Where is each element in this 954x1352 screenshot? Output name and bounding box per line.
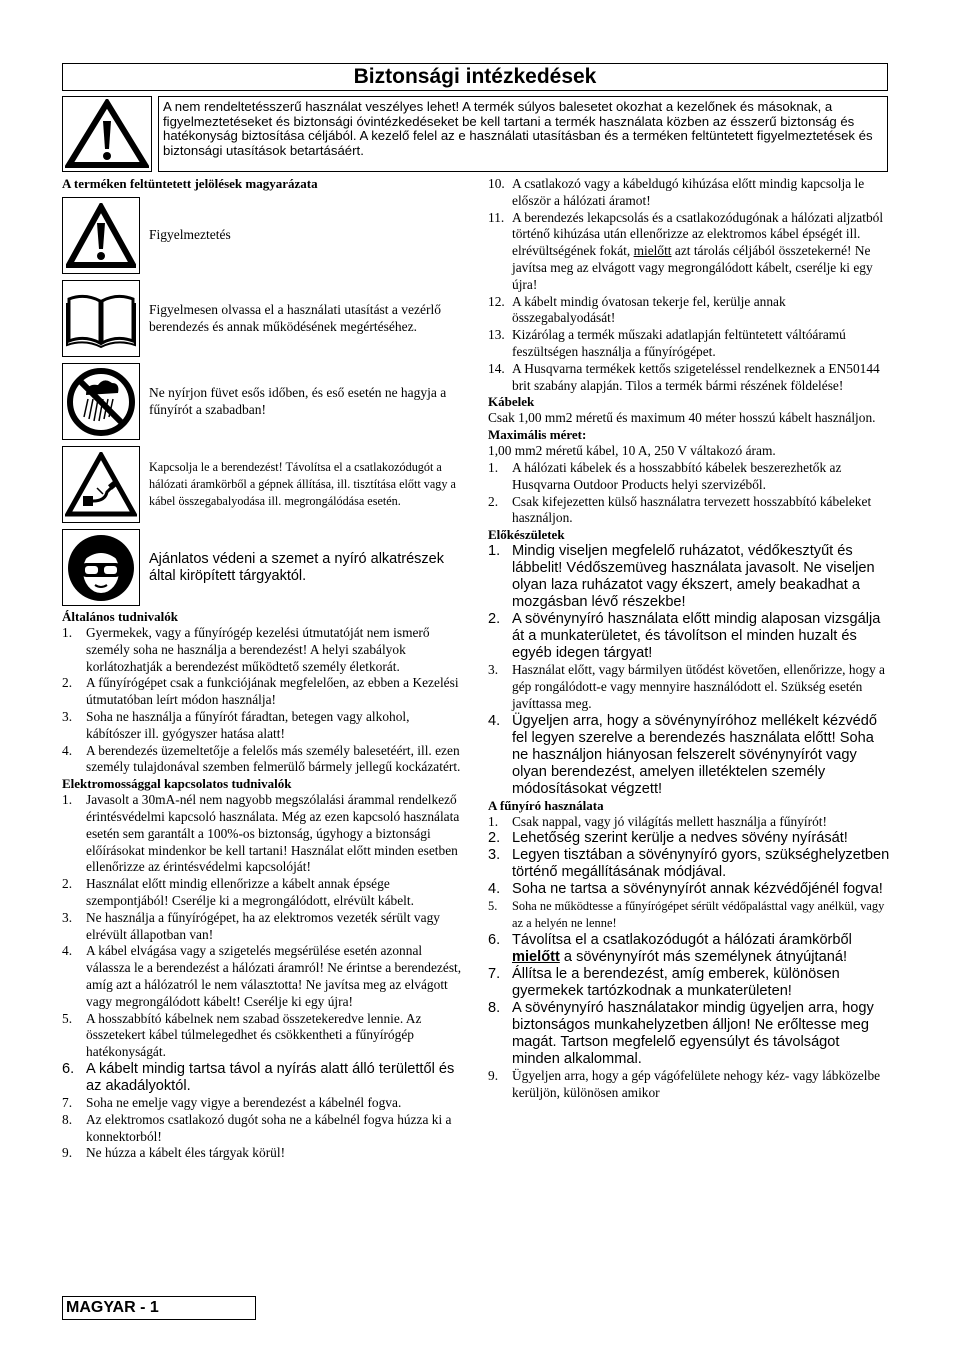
- warning-text: A nem rendeltetésszerű használat veszélyes lehet! A termék súlyos balesetet okozhat a kezelőnek és másoknak, a figyelmeztetéseket és biztonsági óvintézkedéseket be kell tartani a termék használata közben az ésszerű biztonság és hatékonyság biztosítása céljából. A kezelő felel az e használati utasításban és a terméken feltüntetett figyelmeztetések és biztonsági utasítások betartásáért.: [158, 96, 888, 172]
- cables-heading: Kábelek: [488, 394, 535, 410]
- symbol-row: [62, 362, 462, 441]
- eye-protection-icon: [66, 533, 136, 603]
- symbol-frame: [62, 529, 140, 606]
- symbol-text: Ajánlatos védeni a szemet a nyíró alkatrészek által kiröpített tárgyaktól.: [149, 550, 444, 584]
- list-item: 7. Állítsa le a berendezést, amíg emberek, különösen gyermekek tartózkodnak a munkaterületen!: [488, 966, 840, 1000]
- warning-triangle-icon: [66, 203, 136, 269]
- warning-triangle-icon: [65, 99, 149, 169]
- right-column: [488, 176, 890, 1102]
- list-item: 4. A berendezés üzemeltetője a felelős más személy balesetéért, ill. ezen személy tulajdonával szemben felmerülő bármely jellegű kockázatért.: [62, 742, 461, 775]
- list-item: 2. A sövénynyíró használata előtt mindig alaposan vizsgálja át a munkaterületet, és távolítson el minden huzalt és egyéb idegen tárgyat!: [488, 611, 881, 662]
- prep-list: [488, 543, 890, 797]
- list-item: 1. A hálózati kábelek és a hosszabbító kábelek beszerezhetők az Husqvarna Outdoor Products helyi szervizéből.: [488, 459, 842, 492]
- symbol-text: Figyelmesen olvassa el a használati utasítást a vezérlő berendezés és annak működésének megértéséhez.: [149, 302, 442, 334]
- unplug-warning-icon: [65, 452, 137, 518]
- list-item: 9. Ne húzza a kábelt éles tárgyak körül!: [62, 1145, 286, 1161]
- use-heading: A fűnyíró használata: [488, 797, 604, 813]
- list-item: 1. Mindig viseljen megfelelő ruházatot, védőkesztyűt és lábbelit! Védőszemüveg használata javasolt. Ne viseljen olyan laza ruházatot vagy ékszert, amely beakadhat a mozgásban lévő részekbe!: [488, 543, 875, 611]
- symbol-row: [62, 279, 462, 358]
- list-item: 4. Ügyeljen arra, hogy a sövénynyíróhoz mellékelt kézvédő fel legyen szerelve a berendezés használata előtt! Soha ne használjon hiányosan felszerelt sövénynyírót vagy olyan berendezést, amelyen illetéktelen személy módosításokat végzett!: [488, 712, 878, 797]
- list-item: 7. Soha ne emelje vagy vigye a berendezést a kábelnél fogva.: [62, 1094, 402, 1110]
- symbol-frame: [62, 197, 140, 274]
- symbol-text: Kapcsolja le a berendezést! Távolítsa el a csatlakozódugót a hálózati áramkörből a gépnek állítása, ill. tisztítása előtt vagy a kábel összegabalyodása ill. megrongálódása esetén.: [149, 460, 456, 508]
- list-item: 8. Az elektromos csatlakozó dugót soha ne a kábelnél fogva húzza ki a konnektorból!: [62, 1111, 452, 1144]
- symbol-row: [62, 445, 462, 524]
- list-item: 3. Használat előtt, vagy bármilyen ütődést követően, ellenőrizze, hogy a gép rongálódott-e vagy mennyire használódott el. Szükség esetén javíttassa meg.: [488, 662, 885, 711]
- page-title: Biztonsági intézkedések: [62, 63, 888, 91]
- list-item: 5. Soha ne működtesse a fűnyírógépet sérült védőpalásttal vagy anélkül, vagy az a helyén ne lenne!: [488, 899, 885, 931]
- list-item: 9. Ügyeljen arra, hogy a gép vágófelülete nehogy kéz- vagy lábközelbe kerüljön, különösen amikor: [488, 1068, 881, 1101]
- list-item: 12. A kábelt mindig óvatosan tekerje fel, kerülje annak összegabalyodását!: [488, 293, 786, 326]
- list-item: 11. A berendezés lekapcsolás és a csatlakozódugónak a hálózati aljzatból történő kihúzása után ellenőrizze az elektromos kábel épségét ill. elrévültségének fokát, mielőtt azt tárolás céljából összetekerné! Ne javítsa meg az elvágott vagy megrongálódott kábelt, cserélje ki egy újra!: [488, 209, 884, 292]
- electric-list-continued: [488, 176, 890, 394]
- use-list: [488, 814, 890, 1102]
- list-item: 1. Javasolt a 30mA-nél nem nagyobb megszólalási árammal rendelkező érintésvédelmi kapcsoló használata. Még az ezen kapcsoló használata esetén sem garantált a 100%-os biztonság, úgyhogy a biztonsági előírásokat mindenkor be kell tartani! Használat előtt minden esetben ellenőrizze az érintésvédelmi kapcsolóját!: [62, 792, 460, 875]
- electric-list: [62, 792, 462, 1162]
- symbol-frame: [62, 446, 140, 523]
- max-size-text: 1,00 mm2 méretű kábel, 10 A, 250 V váltakozó áram.: [488, 443, 776, 459]
- list-item: 2. Használat előtt mindig ellenőrizze a kábelt annak épsége szempontjából! Cserélje ki a megrongálódott, elrévült kábelt.: [62, 876, 414, 908]
- symbol-frame: [62, 363, 140, 440]
- list-item: 2. Lehetőség szerint kerülje a nedves sövény nyírását!: [488, 830, 848, 847]
- open-book-icon: [65, 289, 137, 349]
- list-item: 1. Csak nappal, vagy jó világítás mellett használja a fűnyírót!: [488, 813, 827, 829]
- list-item: 6. A kábelt mindig tartsa távol a nyírás alatt álló területtől és az akadályoktól.: [62, 1060, 455, 1094]
- list-item: 3. Soha ne használja a fűnyírót fáradtan, betegen vagy alkohol, kábítószer ill. gyógyszer hatása alatt!: [62, 708, 410, 741]
- list-item: 6. Távolítsa el a csatlakozódugót a hálózati áramkörből mielőtt a sövénynyírót más személynek átnyújtaná!: [488, 932, 852, 966]
- max-size-heading: Maximális méret:: [488, 427, 587, 443]
- page-footer: MAGYAR - 1: [62, 1296, 256, 1320]
- list-item: 10. A csatlakozó vagy a kábeldugó kihúzása előtt mindig kapcsolja le először a hálózati áramot!: [488, 176, 865, 208]
- list-item: 8. A sövénynyíró használatakor mindig ügyeljen arra, hogy biztonságos munkahelyzetben álljon! Ne erőltesse meg magát. Tartson megfelelő egyensúlyt és távolságot minden alkalommal.: [488, 1000, 874, 1068]
- symbols-heading: A terméken feltüntetett jelölések magyarázata: [62, 176, 318, 191]
- symbol-row: [62, 528, 462, 607]
- prep-heading: Előkészületek: [488, 527, 565, 543]
- list-item: 1. Gyermekek, vagy a fűnyírógép kezelési útmutatóját nem ismerő személy soha ne használja a berendezést! A helyi szabályok korlátozhatják a berendezést működtető személy életkorát.: [62, 625, 430, 674]
- list-item: 3. Legyen tisztában a sövénynyíró gyors, szükséghelyzetben történő megállításának módjával.: [488, 847, 890, 881]
- list-item: 2. Csak kifejezetten külső használatra tervezett hosszabbító kábeleket használjon.: [488, 493, 872, 526]
- left-column: [62, 176, 462, 1162]
- list-item: 4. Soha ne tartsa a sövénynyírót annak kézvédőjénél fogva!: [488, 881, 883, 898]
- electric-heading: Elektromossággal kapcsolatos tudnivalók: [62, 776, 292, 792]
- list-item: 2. A fűnyírógépet csak a funkciójának megfelelően, az ebben a Kezelési útmutatóban leírt módon használja!: [62, 675, 459, 708]
- cable-list: [488, 460, 890, 527]
- list-item: 5. A hosszabbító kábelnek nem szabad összetekeredve lennie. Az összetekert kábel túlmelegedhet és csökkentheti a fűnyírógép hatékonyságát.: [62, 1010, 422, 1060]
- list-item: 14. A Husqvarna termékek kettős szigeteléssel rendelkeznek a EN50144 brit szabány alapján. Tilos a termék bármi részének földelése!: [488, 360, 880, 393]
- warning-box-icon-frame: [62, 96, 152, 172]
- no-rain-icon: [66, 367, 136, 437]
- list-item: 3. Ne használja a fűnyírógépet, ha az elektromos vezeték sérült vagy elrévült állapotban van!: [62, 909, 440, 942]
- list-item: 13. Kizárólag a termék műszaki adatlapján feltüntetett váltóáramú feszültségen használja a fűnyírógépet.: [488, 327, 846, 359]
- symbol-frame: [62, 280, 140, 357]
- cables-text: Csak 1,00 mm2 méretű és maximum 40 méter hosszú kábelt használjon.: [488, 410, 876, 426]
- general-heading: Általános tudnivalók: [62, 609, 178, 624]
- list-item: 4. A kábel elvágása vagy a szigetelés megsérülése esetén azonnal válassza le a berendezést a hálózati áramról! Ne érintse a berendezést, amíg azt a hálózatról le nem választotta! Ne javítsa meg az elvágott vagy megrongálódott kábelt! Cserélje ki egy újra!: [62, 943, 462, 1009]
- symbol-text: Figyelmeztetés: [149, 227, 231, 243]
- symbol-text: Ne nyírjon füvet esős időben, és eső esetén ne hagyja a fűnyírót a szabadban!: [149, 385, 447, 417]
- symbol-row: [62, 196, 462, 275]
- general-list: [62, 625, 462, 776]
